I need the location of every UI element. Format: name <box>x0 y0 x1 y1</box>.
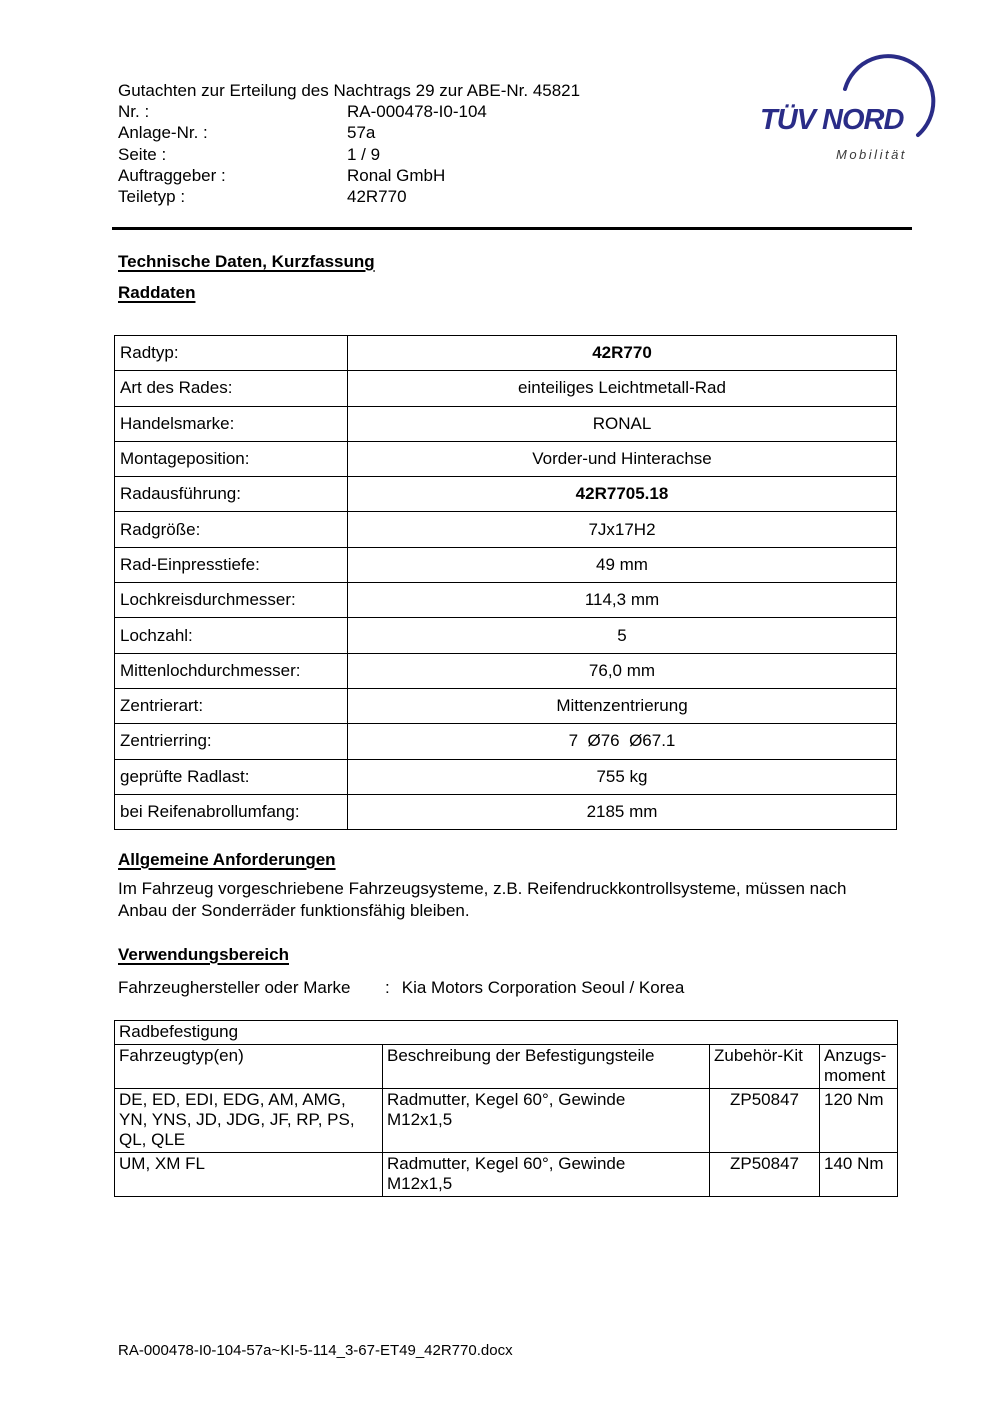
row-label: Radtyp: <box>115 336 348 371</box>
table-row <box>115 759 897 794</box>
row-value: 7 Ø76 Ø67.1 <box>348 724 897 759</box>
row-label: Lochzahl: <box>115 618 348 653</box>
row-label: Lochkreisdurchmesser: <box>115 583 348 618</box>
document-header <box>118 80 580 207</box>
table-row <box>115 1089 898 1153</box>
table-row <box>115 477 897 512</box>
table-row <box>115 547 897 582</box>
row-value: RONAL <box>348 406 897 441</box>
field-value: 1 / 9 <box>347 144 381 164</box>
fahrzeughersteller-value: Kia Motors Corporation Seoul / Korea <box>401 978 685 997</box>
logo-tagline: Mobilität <box>836 147 907 162</box>
heading-technische-daten: Technische Daten, Kurzfassung <box>118 252 375 271</box>
table-row <box>115 794 897 829</box>
header-field-seite <box>118 144 580 165</box>
table-row <box>115 583 897 618</box>
table-row <box>115 441 897 476</box>
allgemeine-anforderungen-text: Im Fahrzeug vorgeschriebene Fahrzeugsysteme, z.B. Reifendruckkontrollsysteme, müssen nach Anbau der Sonderräder funktionsfähig bleiben. <box>118 879 847 920</box>
header-field-auftraggeber <box>118 165 580 186</box>
table-row <box>115 724 897 759</box>
beschreibung-cell: Radmutter, Kegel 60°, Gewinde M12x1,5 <box>383 1089 710 1153</box>
radbefestigung-title: Radbefestigung <box>115 1021 898 1045</box>
field-label: Nr. : <box>118 102 150 122</box>
header-field-anlage <box>118 122 580 143</box>
row-value: 2185 mm <box>348 794 897 829</box>
row-value: einteiliges Leichtmetall-Rad <box>348 371 897 406</box>
row-label: Mittenlochdurchmesser: <box>115 653 348 688</box>
field-value: Ronal GmbH <box>347 165 446 185</box>
column-header: Beschreibung der Befestigungsteile <box>383 1045 710 1089</box>
row-value: 42R7705.18 <box>348 477 897 512</box>
table-row <box>115 688 897 723</box>
tuv-nord-logo <box>750 50 950 175</box>
table-row <box>115 618 897 653</box>
field-label: Teiletyp : <box>118 187 186 207</box>
table-title-row <box>115 1021 898 1045</box>
row-label: Rad-Einpresstiefe: <box>115 547 348 582</box>
table-row <box>115 336 897 371</box>
logo-wordmark: TÜV NORD <box>760 104 904 136</box>
beschreibung-cell: Radmutter, Kegel 60°, Gewinde M12x1,5 <box>383 1153 710 1197</box>
anzugsmoment-cell: 140 Nm <box>820 1153 898 1197</box>
row-value: 42R770 <box>348 336 897 371</box>
fahrzeughersteller-separator: : <box>385 978 390 997</box>
heading-allgemeine-anforderungen: Allgemeine Anforderungen <box>118 850 336 869</box>
row-value: 49 mm <box>348 547 897 582</box>
row-value: 114,3 mm <box>348 583 897 618</box>
table-header-row <box>115 1045 898 1089</box>
row-label: Handelsmarke: <box>115 406 348 441</box>
field-value: 42R770 <box>347 187 407 207</box>
anzugsmoment-cell: 120 Nm <box>820 1089 898 1153</box>
row-label: Art des Rades: <box>115 371 348 406</box>
fahrzeugtypen-cell: UM, XM FL <box>115 1153 383 1197</box>
field-value: RA-000478-I0-104 <box>347 102 487 122</box>
field-label: Anlage-Nr. : <box>118 123 208 143</box>
row-label: Montageposition: <box>115 441 348 476</box>
row-value: 5 <box>348 618 897 653</box>
header-field-nr <box>118 101 580 122</box>
zubehoer-kit-cell: ZP50847 <box>710 1153 820 1197</box>
row-label: bei Reifenabrollumfang: <box>115 794 348 829</box>
raddaten-table <box>114 335 897 830</box>
table-row <box>115 512 897 547</box>
document-title: Gutachten zur Erteilung des Nachtrags 29 zur ABE-Nr. 45821 <box>118 81 581 100</box>
footer-filename: RA-000478-I0-104-57a~KI-5-114_3-67-ET49_42R770.docx <box>118 1342 513 1359</box>
table-row <box>115 406 897 441</box>
row-label: Radgröße: <box>115 512 348 547</box>
fahrzeughersteller-line <box>118 978 898 998</box>
table-row <box>115 653 897 688</box>
fahrzeughersteller-label: Fahrzeughersteller oder Marke <box>118 978 351 997</box>
heading-verwendungsbereich: Verwendungsbereich <box>118 945 289 964</box>
field-value: 57a <box>347 123 376 143</box>
zubehoer-kit-cell: ZP50847 <box>710 1089 820 1153</box>
row-value: Vorder-und Hinterachse <box>348 441 897 476</box>
row-value: 755 kg <box>348 759 897 794</box>
table-row <box>115 371 897 406</box>
table-row <box>115 1153 898 1197</box>
column-header: Fahrzeugtyp(en) <box>115 1045 383 1089</box>
row-label: Zentrierring: <box>115 724 348 759</box>
row-label: geprüfte Radlast: <box>115 759 348 794</box>
row-label: Zentrierart: <box>115 688 348 723</box>
fahrzeugtypen-cell: DE, ED, EDI, EDG, AM, AMG, YN, YNS, JD, JDG, JF, RP, PS, QL, QLE <box>115 1089 383 1153</box>
column-header: Zubehör-Kit <box>710 1045 820 1089</box>
row-value: 76,0 mm <box>348 653 897 688</box>
header-field-teiletyp <box>118 186 580 207</box>
column-header: Anzugs-moment <box>820 1045 898 1089</box>
row-value: Mittenzentrierung <box>348 688 897 723</box>
header-divider <box>112 227 912 230</box>
row-label: Radausführung: <box>115 477 348 512</box>
heading-raddaten: Raddaten <box>118 283 196 302</box>
radbefestigung-table <box>114 1020 898 1197</box>
row-value: 7Jx17H2 <box>348 512 897 547</box>
field-label: Auftraggeber : <box>118 165 226 185</box>
field-label: Seite : <box>118 144 167 164</box>
